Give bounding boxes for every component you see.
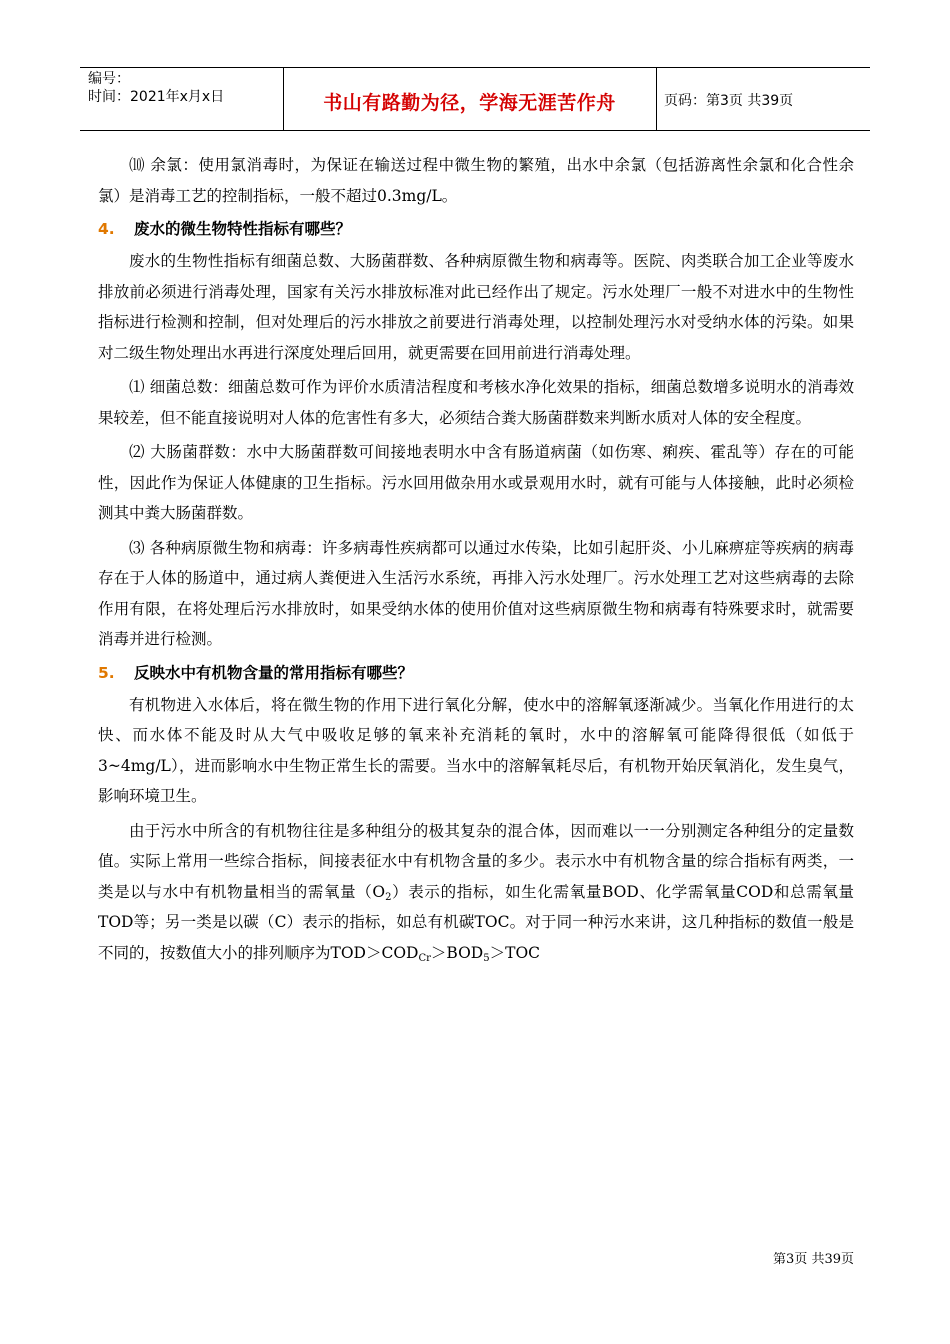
heading-text: 反映水中有机物含量的常用指标有哪些？	[134, 663, 414, 682]
page-footer: 第3页 共39页	[773, 1252, 854, 1267]
paragraph-biological-intro: 废水的生物性指标有细菌总数、大肠菌群数、各种病原微生物和病毒等。医院、肉类联合加工企业等废水排放前必须进行消毒处理，国家有关污水排放标准对此已经作出了规定。污水处理厂一般不对进水中的生物性指标进行检测和控制，但对处理后的污水排放之前要进行消毒处理，以控制处理污水对受纳水体的污染。如果对二级生物处理出水再进行深度处理后回用，就更需要在回用前进行消毒处理。	[98, 252, 854, 362]
document-body	[98, 150, 854, 968]
heading-text: 废水的微生物特性指标有哪些？	[134, 220, 352, 238]
paragraph-total-bacteria: ⑴ 细菌总数：细菌总数可作为评价水质清洁程度和考核水净化效果的指标，细菌总数增多说明水的消毒效果较差，但不能直接说明对人体的危害性有多大，必须结合粪大肠菌群数来判断水质对人体的安全程度。	[98, 378, 854, 427]
text-run: ）表示的指标，如生化需氧量BOD、化学需氧量COD和总需氧量TOD等；另一类是以碳（C）表示的指标，如总有机碳TOC。对于同一种污水来讲，这几种指标的数值一般是不同的，按数值大小的排列顺序为TOD＞COD	[98, 882, 854, 962]
text-run: ＞TOC	[489, 943, 541, 962]
paragraph-coliform: ⑵ 大肠菌群数：水中大肠菌群数可间接地表明水中含有肠道病菌（如伤寒、痢疾、霍乱等）存在的可能性，因此作为保证人体健康的卫生指标。污水回用做杂用水或景观用水时，就有可能与人体接触，此时必须检测其中粪大肠菌群数。	[98, 443, 854, 522]
time-label: 时间：2021年x月x日	[88, 89, 225, 105]
header-page-info: 页码：第3页 共39页	[664, 93, 794, 109]
paragraph-pathogens: ⑶ 各种病原微生物和病毒：许多病毒性疾病都可以通过水传染，比如引起肝炎、小儿麻痹症等疾病的病毒存在于人体的肠道中，通过病人粪便进入生活污水系统，再排入污水处理厂。污水处理工艺对这些病毒的去除作用有限，在将处理后污水排放时，如果受纳水体的使用价值对这些病原微生物和病毒有特殊要求时，就需要消毒并进行检测。	[98, 538, 854, 648]
header-motto-cell	[283, 68, 657, 130]
serial-label: 编号：	[88, 71, 130, 87]
paragraph-organic-oxidation: 有机物进入水体后，将在微生物的作用下进行氧化分解，使水中的溶解氧逐渐减少。当氧化作用进行的太快、而水体不能及时从大气中吸收足够的氧来补充消耗的氧时，水中的溶解氧可能降得很低（如低于3~4mg/L），进而影响水中生物正常生长的需要。当水中的溶解氧耗尽后，有机物开始厌氧消化，发生臭气，影响环境卫生。	[98, 695, 854, 805]
section-heading-5	[98, 658, 854, 688]
text-run: ＞BOD	[430, 943, 484, 962]
page-header	[80, 67, 870, 131]
subscript: Cr	[418, 952, 431, 964]
subscript: 2	[385, 891, 392, 903]
paragraph-residual-chlorine: ⑽ 余氯：使用氯消毒时，为保证在输送过程中微生物的繁殖，出水中余氯（包括游离性余氯和化合性余氯）是消毒工艺的控制指标，一般不超过0.3mg/L。	[98, 156, 854, 205]
paragraph-organic-indicators	[98, 816, 854, 969]
header-page-cell	[656, 68, 870, 130]
subscript: 5	[483, 952, 490, 964]
header-meta	[80, 68, 284, 130]
heading-number: 4.	[98, 220, 115, 238]
text-run: 由于污水中所含的有机物往往是多种组分的极其复杂的混合体，因而难以一一分别测定各种组分的定量数值。实际上常用一些综合指标，间接表征水中有机物含量的多少。表示水中有机物含量的综合指标有两类，一类是以与水中有机物量相当的需氧量（O	[98, 821, 854, 901]
heading-number: 5.	[98, 663, 115, 682]
section-heading-4	[98, 214, 854, 244]
header-motto: 书山有路勤为径，学海无涯苦作舟	[323, 92, 616, 114]
